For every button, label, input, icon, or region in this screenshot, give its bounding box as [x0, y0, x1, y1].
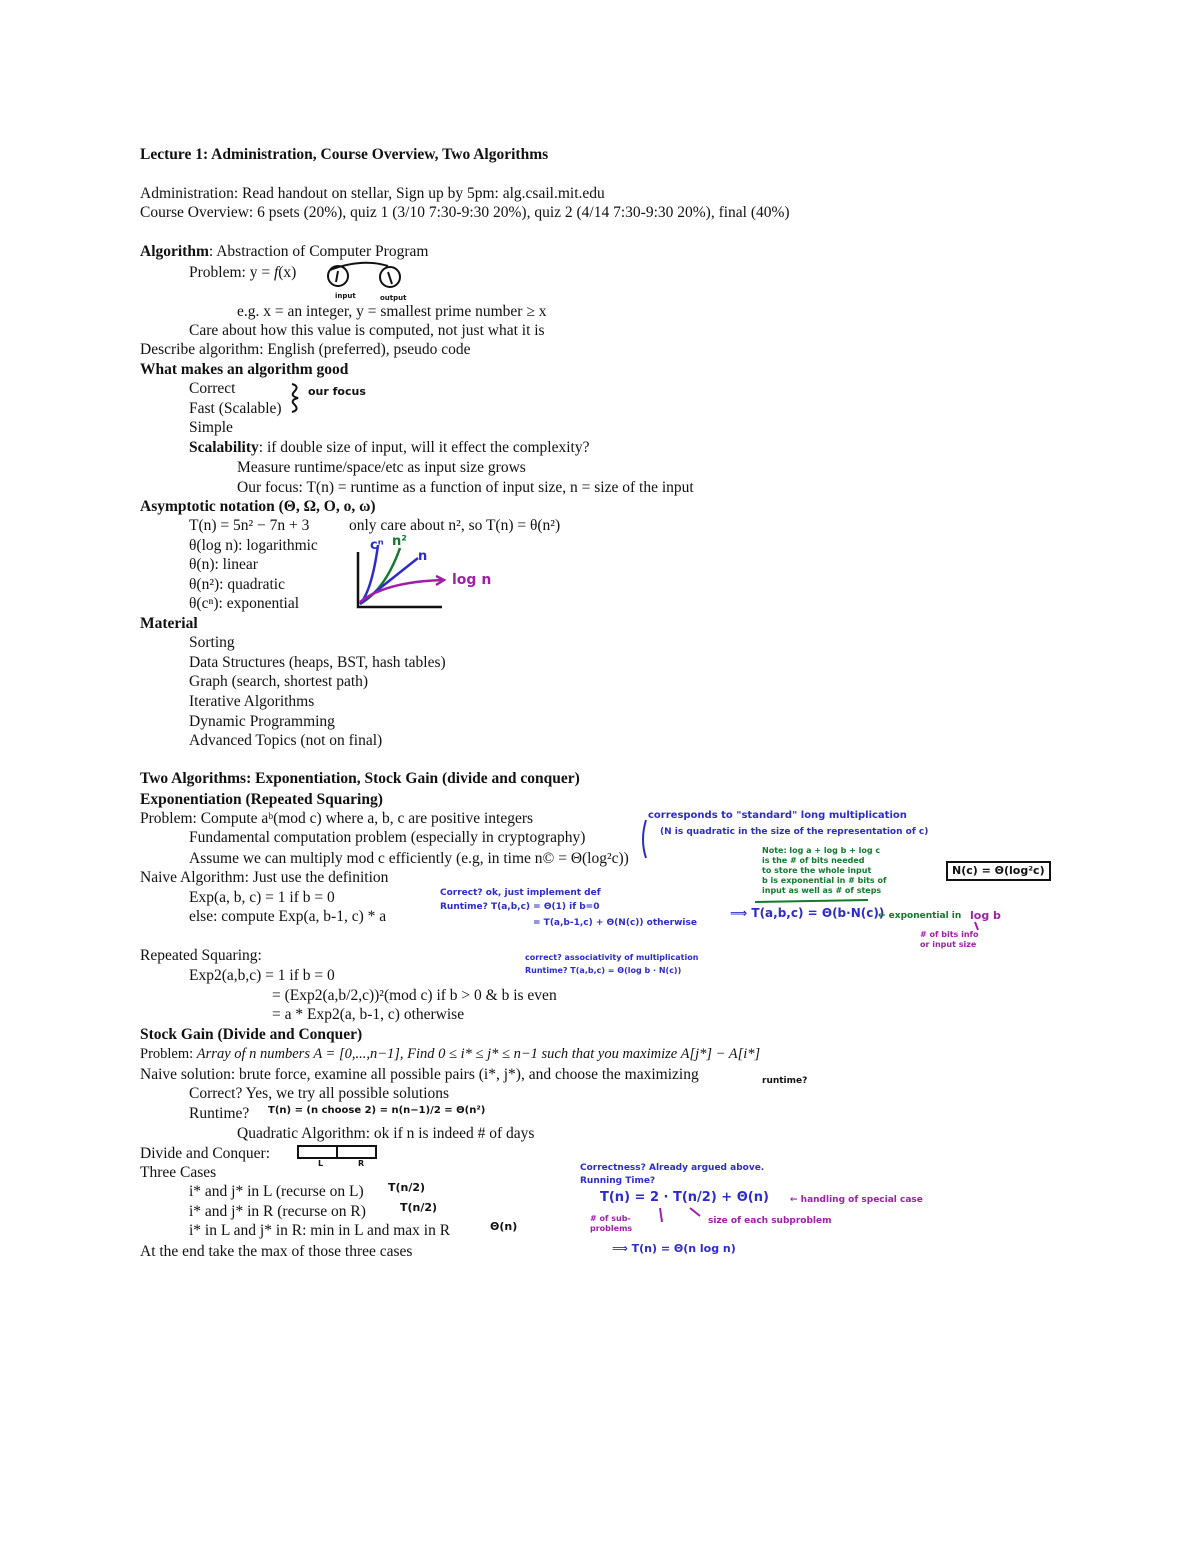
case-2-line: i* and j* in R (recurse on R): [189, 1203, 366, 1220]
size-each-annotation: size of each subproblem: [708, 1216, 832, 1226]
material-item: Graph (search, shortest path): [189, 673, 369, 690]
input-glyph: [336, 271, 338, 282]
correct-yes-line: Correct? Yes, we try all possible solutions: [189, 1085, 450, 1102]
array-box: [298, 1146, 376, 1158]
num-sub-line: problems: [590, 1224, 633, 1233]
running-time-annotation: Running Time?: [580, 1176, 656, 1186]
graph-linear-curve: [360, 558, 418, 604]
runtime-question: Runtime?: [189, 1105, 250, 1122]
our-focus-annotation: our focus: [308, 385, 366, 398]
material-item: Dynamic Programming: [189, 713, 335, 730]
quadratic-line: Quadratic Algorithm: ok if n is indeed # of days: [237, 1125, 535, 1142]
exp-else-line: else: compute Exp(a, b-1, c) * a: [189, 908, 387, 925]
material-item: Iterative Algorithms: [189, 693, 315, 710]
corresponds-annotation: corresponds to "standard" long multiplication: [648, 810, 907, 821]
correct-rep-annotation: correct? associativity of multiplication: [525, 953, 699, 962]
growth-linear: θ(n): linear: [189, 556, 258, 573]
administration-line: Administration: Read handout on stellar, Sign up by 5pm: alg.csail.mit.edu: [140, 185, 605, 202]
exponentiation-heading: Exponentiation (Repeated Squaring): [140, 791, 383, 808]
good-item-simple: Simple: [189, 419, 233, 436]
exp-problem-line: Problem: Compute aᵇ(mod c) where a, b, c are positive integers: [140, 810, 534, 827]
case-1-line: i* and j* in L (recurse on L): [189, 1183, 364, 1200]
naive-solution-line: Naive solution: brute force, examine all possible pairs (i*, j*), and choose the maximizing: [140, 1066, 699, 1083]
corresponds-bracket: [643, 820, 646, 858]
function-diagram: [328, 263, 400, 287]
assume-line: Assume we can multiply mod c efficiently (e.g, in time n© = Θ(log²c)): [189, 850, 629, 867]
graph-n2-label: n²: [392, 534, 407, 549]
graph-logn-label: log n: [452, 572, 492, 588]
output-glyph: [388, 272, 392, 284]
graph-exp-curve: [360, 545, 378, 604]
exp2-line-3: = a * Exp2(a, b-1, c) otherwise: [272, 1006, 465, 1023]
course-overview-line: Course Overview: 6 psets (20%), quiz 1 (3/10 7:30-9:30 20%), quiz 2 (4/14 7:30-9:30 20%), final (40%): [140, 204, 790, 221]
material-item: Sorting: [189, 634, 235, 651]
green-note-line: to store the whole input: [762, 866, 872, 875]
input-annotation: input: [335, 292, 356, 300]
graph-n-label: n: [418, 549, 428, 564]
only-care-line: only care about n², so T(n) = θ(n²): [349, 517, 561, 534]
corresponds-annotation-2: (N is quadratic in the size of the representation of c): [660, 827, 929, 837]
end-line: At the end take the max of those three cases: [140, 1243, 413, 1260]
growth-graph: [358, 545, 444, 607]
material-heading: Material: [140, 615, 198, 632]
correct-naive-annotation: Correct? ok, just implement def: [440, 888, 601, 898]
scalability-line: [189, 438, 590, 457]
graph-quad-curve: [360, 548, 400, 604]
case-1-t-half: T(n/2): [388, 1181, 426, 1194]
algorithm-label: Algorithm: [140, 243, 209, 260]
graph-cn-label: cⁿ: [370, 538, 384, 553]
green-note-line: is the # of bits needed: [762, 856, 865, 865]
asymptotic-heading: Asymptotic notation (Θ, Ω, O, o, ω): [140, 498, 376, 515]
green-underline: [755, 900, 868, 902]
measure-line: Measure runtime/space/etc as input size grows: [237, 459, 526, 476]
two-algorithms-heading: Two Algorithms: Exponentiation, Stock Gain (divide and conquer): [140, 770, 580, 787]
mapping-arc: [330, 263, 388, 270]
good-item-fast: Fast (Scalable): [189, 400, 282, 417]
good-item-correct: Correct: [189, 380, 236, 397]
stock-runtime-annotation: T(n) = (n choose 2) = n(n−1)/2 = Θ(n²): [268, 1105, 486, 1116]
bits-info-line: # of bits info: [920, 930, 979, 939]
output-annotation: output: [380, 294, 407, 302]
handling-annotation: ← handling of special case: [790, 1195, 923, 1205]
output-circle: [380, 267, 400, 287]
box-label-l: L: [318, 1159, 324, 1168]
exp2-line-2: = (Exp2(a,b/2,c))²(mod c) if b > 0 & b is even: [272, 987, 557, 1004]
scalability-text: : if double size of input, will it effect the complexity?: [258, 439, 590, 456]
graph-log-arrowhead: [436, 576, 444, 585]
problem-suffix: (x): [278, 264, 297, 281]
case-2-t-half: T(n/2): [400, 1201, 438, 1214]
green-note: [762, 846, 886, 896]
bits-info-line: or input size: [920, 940, 977, 949]
material-item: Advanced Topics (not on final): [189, 732, 383, 749]
divide-conquer-line: Divide and Conquer:: [140, 1145, 271, 1162]
runtime-question-annotation: runtime?: [762, 1076, 808, 1086]
exp2-line-1: Exp2(a,b,c) = 1 if b = 0: [189, 967, 335, 984]
log-b-annotation: log b: [970, 909, 1001, 922]
tn-line: T(n) = 5n² − 7n + 3: [189, 517, 310, 534]
scalability-label: Scalability: [189, 439, 259, 456]
describe-line: Describe algorithm: English (preferred), pseudo code: [140, 341, 471, 358]
final-result-annotation: ⟹ T(n) = Θ(n log n): [612, 1242, 736, 1255]
three-cases-line: Three Cases: [140, 1164, 217, 1181]
stock-problem-line: [140, 1045, 760, 1064]
graph-axes: [358, 549, 442, 607]
num-subproblems-annotation: [590, 1214, 632, 1234]
correctness-annotation: Correctness? Already argued above.: [580, 1163, 765, 1173]
problem-prefix: Problem: y =: [189, 264, 274, 281]
graph-log-curve: [360, 580, 442, 602]
recurrence-annotation: T(n) = 2 · T(n/2) + Θ(n): [600, 1190, 769, 1205]
stock-problem-italic: Array of n numbers A = [0,...,n−1], Find 0 ≤ i* ≤ j* ≤ n−1 such that you maximize A[j*] − A[i*]: [196, 1046, 761, 1062]
runtime-naive-annotation: Runtime? T(a,b,c) = Θ(1) if b=0: [440, 902, 600, 912]
stock-problem-prefix: Problem:: [140, 1046, 197, 1062]
fundamental-line: Fundamental computation problem (especially in cryptography): [189, 829, 586, 846]
exp-base-line: Exp(a, b, c) = 1 if b = 0: [189, 889, 335, 906]
green-note-line: input as well as # of steps: [762, 886, 882, 895]
nc-boxed-annotation: N(c) = Θ(log²c): [946, 861, 1051, 881]
box-label-r: R: [358, 1159, 365, 1168]
focus-line: Our focus: T(n) = runtime as a function of input size, n = size of the input: [237, 479, 694, 496]
subproblem-arrow: [660, 1208, 662, 1222]
bits-info-annotation: [920, 930, 979, 950]
size-arrow: [690, 1208, 700, 1216]
divide-box: [298, 1146, 376, 1158]
green-note-line: b is exponential in # bits of: [762, 876, 887, 885]
growth-quadratic: θ(n²): quadratic: [189, 576, 285, 593]
case-3-line: i* in L and j* in R: min in L and max in R: [189, 1222, 451, 1239]
logb-tick: [975, 922, 978, 930]
stock-gain-heading: Stock Gain (Divide and Conquer): [140, 1026, 363, 1043]
runtime-naive-annotation-2: = T(a,b-1,c) + Θ(N(c)) otherwise: [533, 918, 697, 928]
num-sub-line: # of sub-: [590, 1214, 631, 1223]
case-3-theta-n: Θ(n): [490, 1220, 518, 1233]
runtime-naive-result: ⟹ T(a,b,c) = Θ(b·N(c)): [730, 906, 885, 920]
naive-algorithm-line: Naive Algorithm: Just use the definition: [140, 869, 389, 886]
problem-f: f: [273, 264, 279, 281]
green-note-line: Note: log a + log b + log c: [762, 846, 881, 855]
example-line: e.g. x = an integer, y = smallest prime number ≥ x: [237, 303, 547, 320]
algorithm-def-text: : Abstraction of Computer Program: [208, 243, 429, 260]
problem-line: [189, 263, 296, 282]
good-heading: What makes an algorithm good: [140, 361, 349, 378]
repeated-squaring-line: Repeated Squaring:: [140, 947, 262, 964]
runtime-rep-annotation: Runtime? T(a,b,c) = Θ(log b · N(c)): [525, 966, 682, 975]
exponential-in-annotation: ← exponential in: [878, 911, 962, 921]
focus-brace: [292, 384, 298, 412]
lecture-title: Lecture 1: Administration, Course Overview, Two Algorithms: [140, 146, 549, 163]
care-line: Care about how this value is computed, not just what it is: [189, 322, 545, 339]
growth-exponential: θ(cⁿ): exponential: [189, 595, 299, 612]
input-circle: [328, 266, 348, 286]
material-item: Data Structures (heaps, BST, hash tables): [189, 654, 446, 671]
growth-log: θ(log n): logarithmic: [189, 537, 318, 554]
algorithm-definition: [140, 242, 428, 261]
